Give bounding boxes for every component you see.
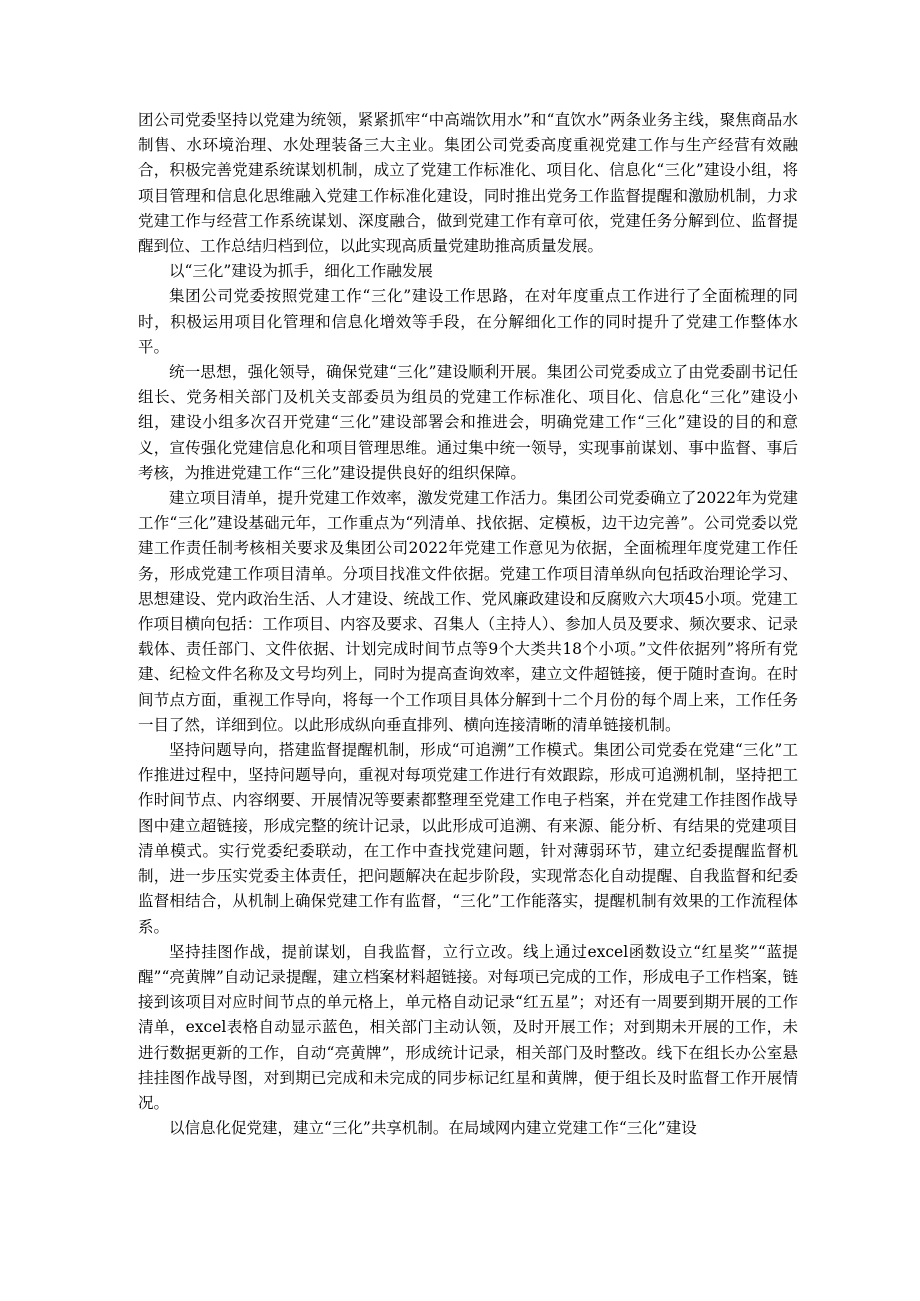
paragraph-intro: 团公司党委坚持以党建为统领，紧紧抓牢“中高端饮用水”和“直饮水”两条业务主线，聚焦商品水制售、水环境治理、水处理装备三大主业。集团公司党委高度重视党建工作与生产经营有效融合，积极完善党建系统谋划机制，成立了党建工作标准化、项目化、信息化“三化”建设小组，将项目管理和信息化思维融入党建工作标准化建设，同时推出党务工作监督提醒和激励机制，力求党建工作与经营工作系统谋划、深度融合，做到党建工作有章可依，党建任务分解到位、监督提醒到位、工作总结归档到位，以此实现高质量党建助推高质量发展。	[138, 111, 798, 256]
paragraph: 坚持挂图作战，提前谋划，自我监督，立行立改。线上通过excel函数设立“红星奖”“蓝提醒”“亮黄牌”自动记录提醒，建立档案材料超链接。对每项已完成的工作，形成电子工作档案，链接到该项目对应时间节点的单元格上，单元格自动记录“红五星”；对还有一周要到期开展的工作清单，excel表格自动显示蓝色，相关部门主动认领，及时开展工作；对到期未开展的工作，未进行数据更新的工作，自动“亮黄牌”，形成统计记录，相关部门及时整改。线下在组长办公室悬挂挂图作战导图，对到期已完成和未完成的同步标记红星和黄牌，便于组长及时监督工作开展情况。	[138, 942, 798, 1112]
section-heading: 以“三化”建设为抓手，细化工作融发展	[169, 262, 433, 281]
document-body	[138, 108, 798, 1141]
paragraph: 集团公司党委按照党建工作“三化”建设工作思路，在对年度重点工作进行了全面梳理的同时，积极运用项目化管理和信息化增效等手段，在分解细化工作的同时提升了党建工作整体水平。	[138, 287, 798, 356]
paragraph: 坚持问题导向，搭建监督提醒机制，形成“可追溯”工作模式。集团公司党委在党建“三化”工作推进过程中，坚持问题导向，重视对每项党建工作进行有效跟踪，形成可追溯机制，坚持把工作时间节点、内容纲要、开展情况等要素都整理至党建工作电子档案，并在党建工作挂图作战导图中建立超链接，形成完整的统计记录，以此形成可追溯、有来源、能分析、有结果的党建项目清单模式。实行党委纪委联动，在工作中查找党建问题，针对薄弱环节，建立纪委提醒监督机制，进一步压实党委主体责任，把问题解决在起步阶段，实现常态化自动提醒、自我监督和纪委监督相结合，从机制上确保党建工作有监督，“三化”工作能落实，提醒机制有效果的工作流程体系。	[138, 741, 798, 936]
paragraph: 以信息化促党建，建立“三化”共享机制。在局域网内建立党建工作“三化”建设	[169, 1119, 697, 1138]
paragraph: 建立项目清单，提升党建工作效率，激发党建工作活力。集团公司党委确立了2022年为党建工作“三化”建设基础元年，工作重点为“列清单、找依据、定模板，边干边完善”。公司党委以党建工作责任制考核相关要求及集团公司2022年党建工作意见为依据，全面梳理年度党建工作任务，形成党建工作项目清单。分项目找准文件依据。党建工作项目清单纵向包括政治理论学习、思想建设、党内政治生活、人才建设、统战工作、党风廉政建设和反腐败六大项45小项。党建工作项目横向包括：工作项目、内容及要求、召集人（主持人）、参加人员及要求、频次要求、记录载体、责任部门、文件依据、计划完成时间节点等9个大类共18个小项。”文件依据列”将所有党建、纪检文件名称及文号均列上，同时为提高查询效率，建立文件超链接，便于随时查询。在时间节点方面，重视工作导向，将每一个工作项目具体分解到十二个月份的每个周上来，工作任务一目了然，详细到位。以此形成纵向垂直排列、横向连接清晰的清单链接机制。	[138, 489, 798, 734]
paragraph: 统一思想，强化领导，确保党建“三化”建设顺利开展。集团公司党委成立了由党委副书记任组长、党务相关部门及机关支部委员为组员的党建工作标准化、项目化、信息化“三化”建设小组，建设小组多次召开党建“三化”建设部署会和推进会，明确党建工作“三化”建设的目的和意义，宣传强化党建信息化和项目管理思维。通过集中统一领导，实现事前谋划、事中监督、事后考核，为推进党建工作“三化”建设提供良好的组织保障。	[138, 363, 798, 482]
